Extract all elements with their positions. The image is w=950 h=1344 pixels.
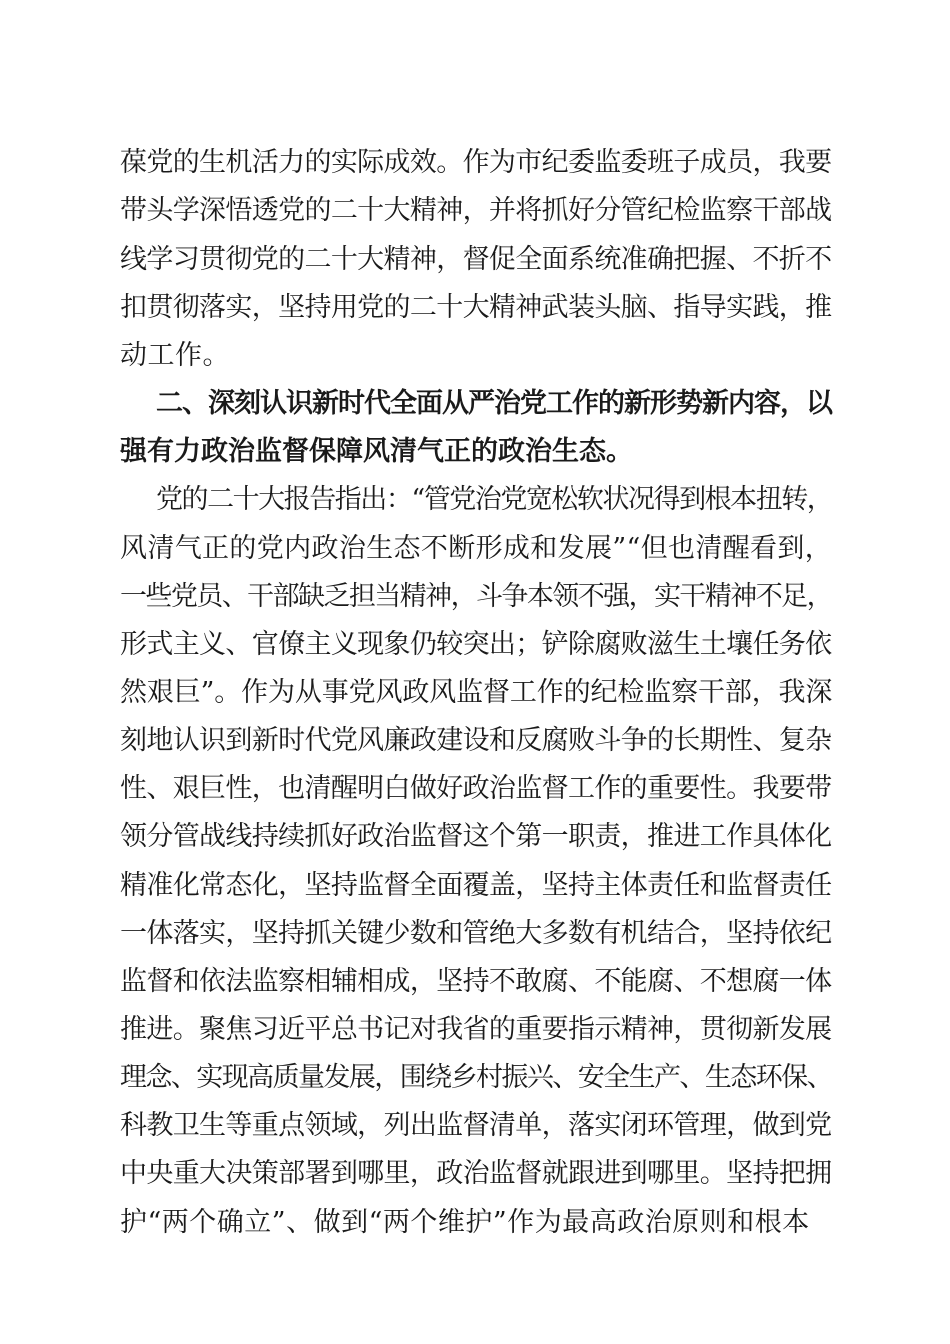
heading-line: 强有力政治监督保障风清气正的政治生态。	[120, 436, 633, 467]
text-line: 监督和依法监察相辅相成，坚持不敢腐、不能腐、不想腐一体	[120, 966, 832, 997]
text-line: 葆党的生机活力的实际成效。作为市纪委监委班子成员，我要	[120, 147, 832, 178]
text-line: 扣贯彻落实，坚持用党的二十大精神武装头脑、指导实践，推	[120, 292, 832, 323]
text-line: 带头学深悟透党的二十大精神，并将抓好分管纪检监察干部战	[120, 195, 832, 226]
heading-line: 二、深刻认识新时代全面从严治党工作的新形势新内容，以	[156, 388, 832, 419]
text-line: 党的二十大报告指出：“管党治党宽松软状况得到根本扭转，	[156, 484, 833, 515]
text-line: 中央重大决策部署到哪里，政治监督就跟进到哪里。坚持把拥	[120, 1158, 832, 1189]
text-line: 线学习贯彻党的二十大精神，督促全面系统准确把握、不折不	[120, 244, 832, 275]
text-line: 理念、实现高质量发展，围绕乡村振兴、安全生产、生态环保、	[120, 1062, 832, 1093]
text-line: 一些党员、干部缺乏担当精神，斗争本领不强，实干精神不足，	[120, 581, 832, 612]
text-line: 性、艰巨性，也清醒明白做好政治监督工作的重要性。我要带	[120, 773, 832, 804]
text-line: 精准化常态化，坚持监督全面覆盖，坚持主体责任和监督责任	[120, 870, 832, 901]
text-line: 领分管战线持续抓好政治监督这个第一职责，推进工作具体化	[120, 821, 832, 852]
text-line: 动工作。	[120, 340, 230, 371]
text-line: 科教卫生等重点领域，列出监督清单，落实闭环管理，做到党	[120, 1110, 832, 1141]
text-line: 然艰巨”。作为从事党风政风监督工作的纪检监察干部，我深	[120, 677, 833, 708]
text-line: 推进。聚焦习近平总书记对我省的重要指示精神，贯彻新发展	[120, 1014, 832, 1045]
text-line: 形式主义、官僚主义现象仍较突出；铲除腐败滋生土壤任务依	[120, 629, 832, 660]
text-line: 一体落实，坚持抓关键少数和管绝大多数有机结合，坚持依纪	[120, 918, 832, 949]
text-line: 刻地认识到新时代党风廉政建设和反腐败斗争的长期性、复杂	[120, 725, 832, 756]
text-line: 风清气正的党内政治生态不断形成和发展”“但也清醒看到，	[120, 533, 833, 564]
text-line: 护“两个确立”、做到“两个维护”作为最高政治原则和根本	[120, 1207, 810, 1238]
